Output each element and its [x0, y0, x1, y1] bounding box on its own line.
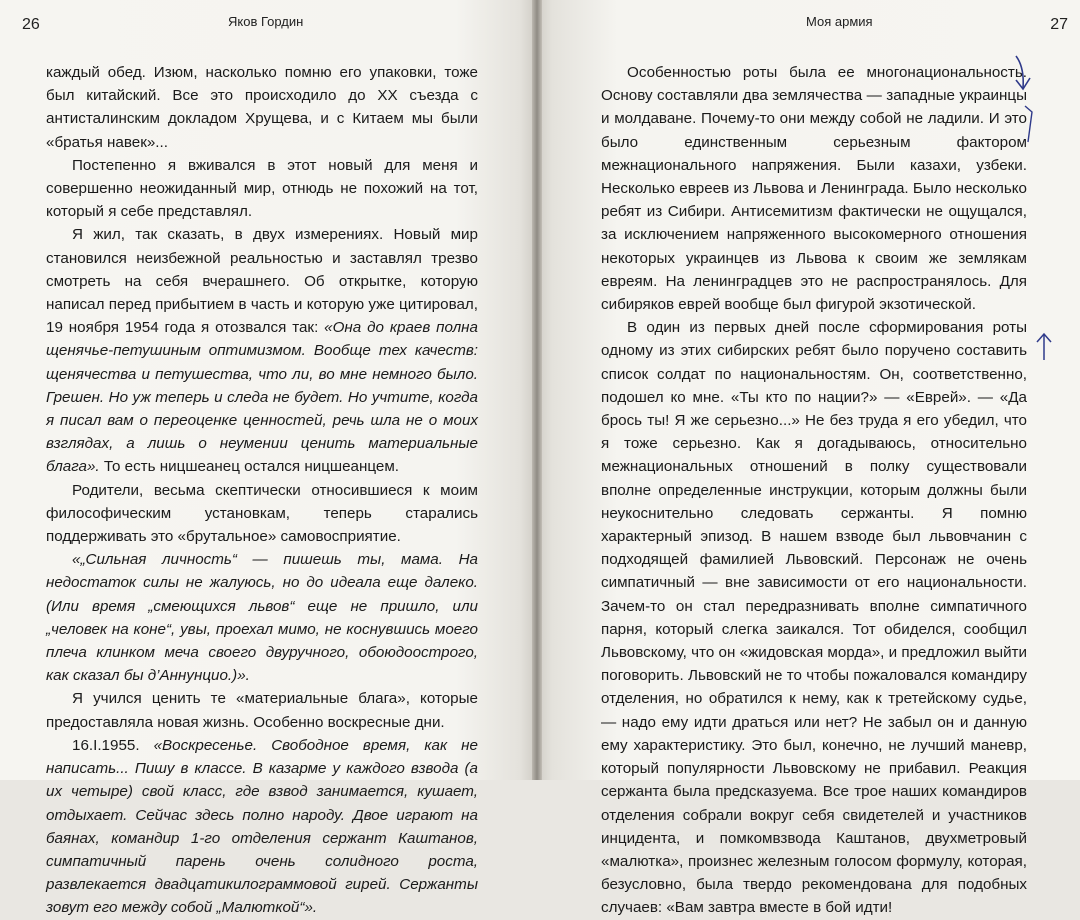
paragraph: Родители, весьма скептически относившиеся к моим философическим установкам, теперь старались поддерживать это «брутальное» самовосприятие.	[46, 481, 478, 546]
page-number: 26	[22, 16, 40, 33]
page-body	[46, 61, 478, 920]
quote: «Воскресенье. Свободное время, как не написать... Пишу в классе. В казарме у каждого взвода (а их четыре) свой класс, где взвод занимается, кушает, отдыхает. Сейчас здесь полно народу. Двое играют на баянах, командир 1-го отделения сержант Каштанов, симпатичный парень очень солидного роста, развлекается двадцатикилограммовой гирей. Сержанты зовут его между собой „Малюткой“».	[46, 736, 478, 917]
quote: «„Сильная личность“ — пишешь ты, мама. На недостаток силы не жалуюсь, но до идеала еще далеко. (Или время „смеющихся львов“ еще не пришло, или „человек на коне“, увы, проехал мимо, не коснувшись моего плеча клинком меча своего двуручного, обоюдоострого, как сказал бы д’Аннунцио.)».	[46, 551, 478, 685]
paragraph: В один из первых дней после сформирования роты одному из этих сибирских ребят было поручено составить список солдат по национальностям. Он, соответственно, подошел ко мне. «Ты кто по нации?» — «Еврей». — «Да брось ты! Я же серьезно...» Не без труда я его убедил, что я тоже серьезно. Как я догадываюсь, относительно межнациональных отношений в полку существовали вполне определенные инструкции, которым должны были неукоснительно следовать сержанты. Я помню характерный эпизод. В нашем взводе был львовчанин с подходящей фамилией Львовский. Персонаж не очень симпатичный — вне зависимости от его национальности. Зачем-то он стал передразнивать вполне симпатичного парня, который слегка заикался. Тот обиделся, сообщил Львовскому, что он «жидовская морда», и предложил выйти поговорить. Львовский не то чтобы пожаловался командиру отделения, но обратился к нему, как к третейскому судье, — надо ему идти драться или нет? Не забыл он и данную ему характеристику. Это был, конечно, не лучший маневр, который популярности Львовскому не прибавил. Реакция сержанта была предсказуема. Все трое наших командиров отделения собрали вокруг себя свидетелей и участников инцидента, и помкомвзвода Каштанов, двухметровый «малютка», произнес железным голосом формулу, которая, безусловно, была твердо рекомендована для подобных случаев: «Вам завтра вместе в бой идти!	[601, 319, 1027, 917]
pen-bracket-mark	[1022, 104, 1036, 144]
pen-arrow-mark	[1012, 54, 1034, 94]
paragraph	[46, 734, 478, 920]
page-number: 27	[1050, 16, 1068, 33]
running-header: Яков Гордин	[228, 14, 304, 29]
page-body	[601, 61, 1027, 920]
paragraph	[46, 223, 478, 478]
running-header: Моя армия	[806, 14, 873, 29]
paragraph: Я учился ценить те «материальные блага», которые предоставляла новая жизнь. Особенно воскресные дни.	[46, 690, 478, 731]
book-gutter	[532, 0, 542, 780]
paragraph-text: То есть ницшеанец остался ницшеанцем.	[103, 458, 400, 476]
left-page	[0, 0, 536, 917]
paragraph: каждый обед. Изюм, насколько помню его упаковки, тоже был китайский. Все это происходило до ХХ съезда с антисталинским докладом Хрущева, и с Китаем мы были «братья навек»...	[46, 64, 478, 151]
date: 16.I.1955.	[72, 736, 140, 754]
paragraph-text: Я жил, так сказать, в двух измерениях. Новый мир становился неизбежной реальностью и заставлял трезво смотреть на себя вчерашнего. Об открытке, которую написал перед прибытием в часть и которую уже цитировал, 19 ноября 1954 года я отозвался так:	[46, 226, 478, 337]
pen-arrow-mark	[1034, 332, 1054, 364]
paragraph: Постепенно я вживался в этот новый для меня и совершенно неожиданный мир, отнюдь не похожий на тот, который я себе представлял.	[46, 156, 478, 221]
quote: «Она до краев полна щенячье-петушиным оптимизмом. Вообще тех качеств: щенячества и петушества, что ли, во мне немного было. Грешен. Но уж теперь и следа не будет. Но учтите, когда я писал вам о переоценке ценностей, речь шла не о моих взглядах, а лишь о неумении ценить материальные блага».	[46, 319, 478, 476]
right-page	[536, 0, 1080, 917]
paragraph: Особенностью роты была ее многонациональность. Основу составляли два землячества — западные украинцы и молдаване. Почему-то они между собой не ладили. И это было единственным серьезным фактором межнационального напряжения. Были казахи, узбеки. Несколько евреев из Львова и Ленинграда. Было несколько ребят из Сибири. Антисемитизм фактически не ощущался, за исключением напряженного высокомерного отношения некоторых украинцев из Львова к своим же землякам евреям. На ленинградцев это не распространялось. Для сибиряков еврей вообще был фигурой экзотической.	[601, 64, 1027, 314]
